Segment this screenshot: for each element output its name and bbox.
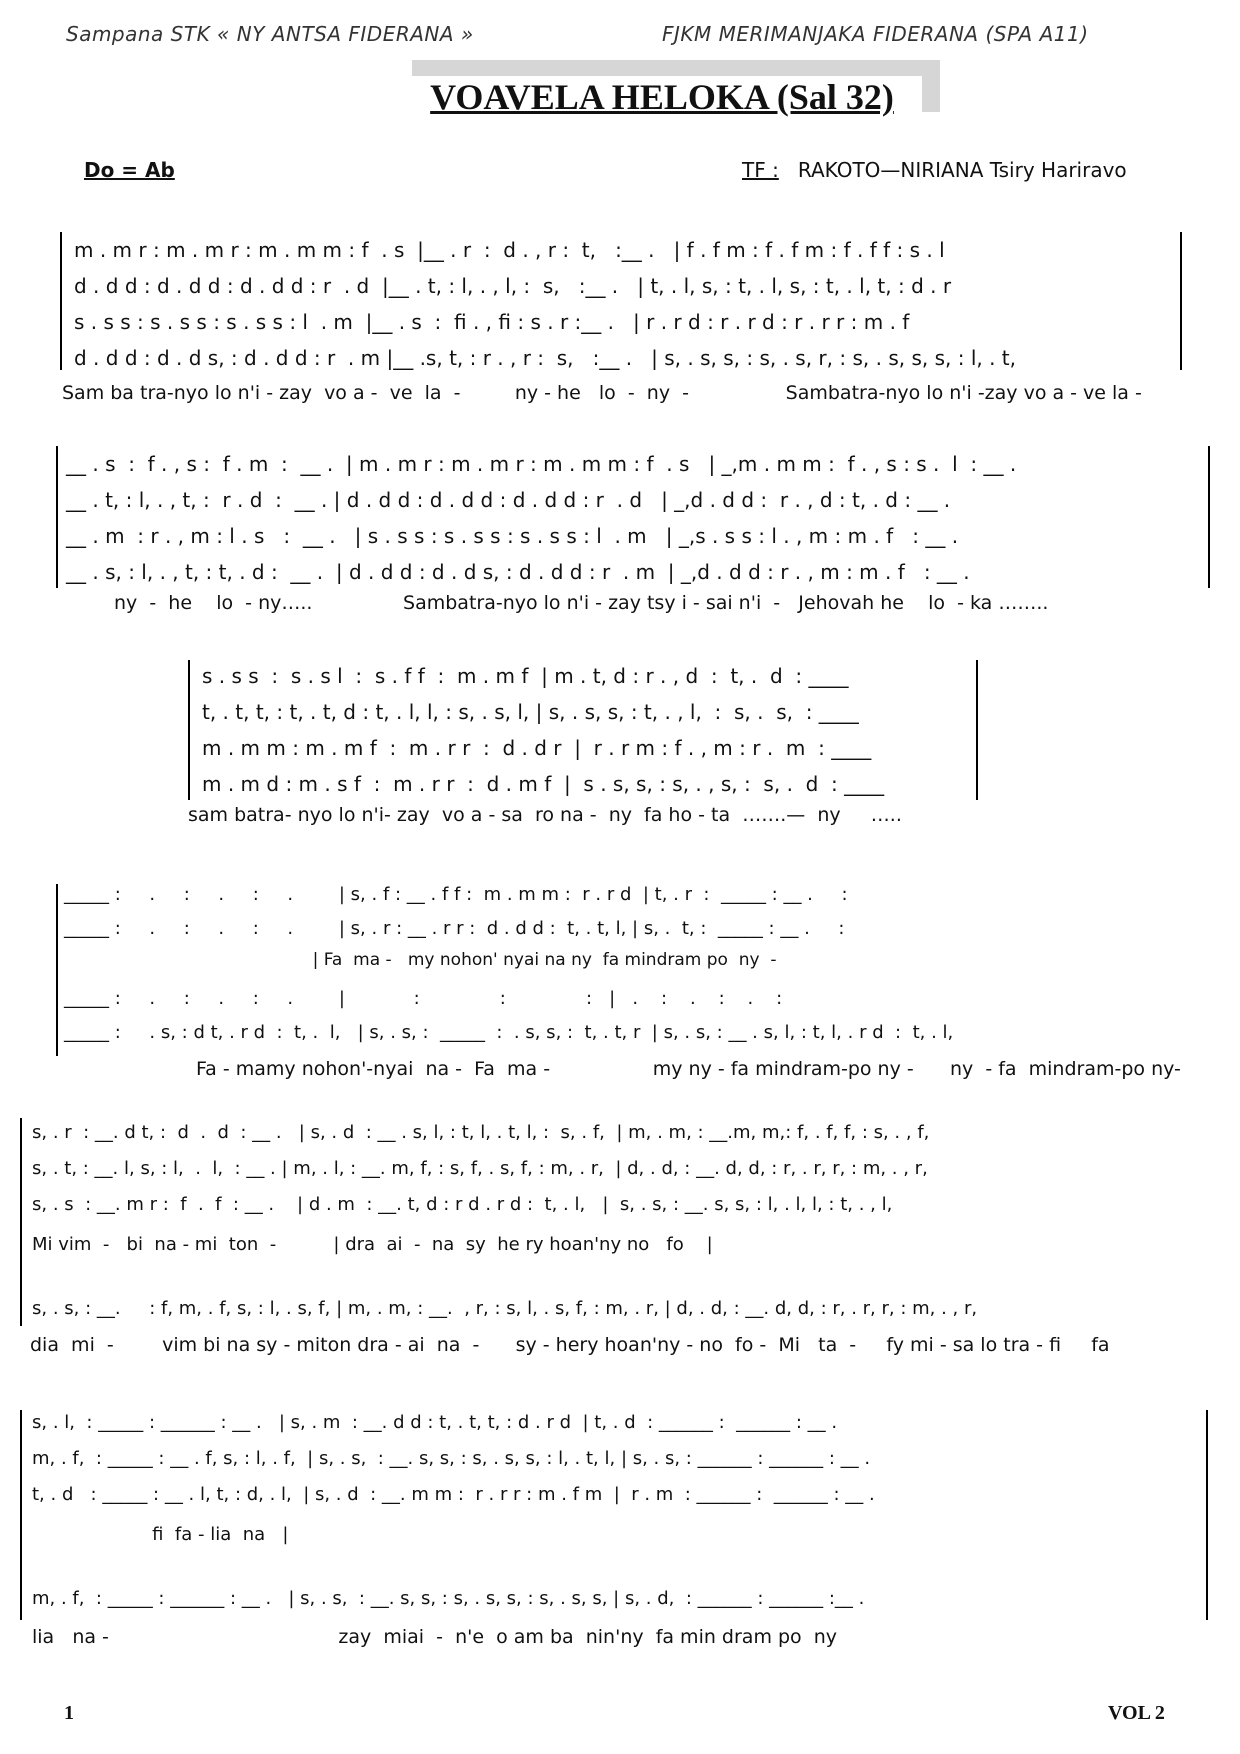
composer-name: RAKOTO—NIRIANA Tsiry Hariravo — [797, 158, 1127, 182]
system-4-soprano: _____ : . : . : . | s, . f : __ . f f : m . m m : r . r d | t, . r : _____ : __ . : — [64, 884, 848, 905]
system-6-bass: m, . f, : _____ : ______ : __ . | s, . s, : __. s, s, : s, . s, s, : s, . s, s, | s, . d, : ______ : ______ :__ . — [32, 1588, 865, 1609]
system-3-lyrics: sam batra- nyo lo n'i- zay vo a - sa ro na - ny fa ho - ta …….— ny ….. — [188, 804, 902, 826]
system-1-alto: d . d d : d . d d : d . d d : r . d |__ . t, : l, . , l, : s, :__ . | t, . l, s, : t, . l, s, : t, . l, t, : d . r — [74, 274, 952, 298]
system-5-tenor: s, . s : __. m r : f . f : __ . | d . m : __. t, d : r d . r d : t, . l, | s, . s, : __. s, s, : l, . l, l, : t, . , l, — [32, 1194, 893, 1215]
system-4-bass: _____ : . s, : d t, . r d : t, . l, | s, . s, : _____ : . s, s, : t, . t, r | s, . s, : __ . s, l, : t, l, . r d : t, . l, — [64, 1022, 954, 1043]
system-4-melody-words: | Fa ma - my nohon' nyai na ny fa mindram po ny - — [64, 950, 777, 970]
system-2-bar-left — [56, 446, 58, 588]
system-5-words: Mi vim - bi na - mi ton - | dra ai - na sy he ry hoan'ny no fo | — [32, 1234, 713, 1255]
system-2-soprano: __ . s : f . , s : f . m : __ . | m . m r : m . m r : m . m m : f . s | _,m . m m : f . , s : s . l : __ . — [66, 452, 1017, 476]
system-6-soprano: s, . l, : _____ : ______ : __ . | s, . m : __. d d : t, . t, t, : d . r d | t, . d : ______ : ______ : __ . — [32, 1412, 838, 1433]
system-2-alto: __ . t, : l, . , t, : r . d : __ . | d . d d : d . d d : d . d d : r . d | _,d . d d : r . , d : t, . d : __ . — [66, 488, 951, 512]
system-2-tenor: __ . m : r . , m : l . s : __ . | s . s s : s . s s : s . s s : l . m | _,s . s s : l . , m : m . f : __ . — [66, 524, 959, 548]
header-left: Sampana STK « NY ANTSA FIDERANA » — [66, 22, 474, 46]
system-2-bar-right — [1208, 446, 1210, 588]
system-5-soprano: s, . r : __. d t, : d . d : __ . | s, . d : __ . s, l, : t, l, . t, l, : s, . f, | m, . m, : __.m, m,: f, . f, f, : s, . , f, — [32, 1122, 930, 1143]
system-4-lyrics: Fa - mamy nohon'-nyai na - Fa ma - my ny - fa mindram-po ny - ny - fa mindram-po ny- — [196, 1058, 1181, 1080]
system-3-bar-right — [976, 660, 978, 800]
system-6-bar-left — [20, 1410, 22, 1620]
system-3-bass: m . m d : m . s f : m . r r : d . m f | s . s, s, : s, . , s, : s, . d : ____ — [202, 772, 885, 796]
system-4-bar-left — [56, 884, 58, 1056]
volume-label: VOL 2 — [1108, 1702, 1165, 1724]
system-3-bar-left — [188, 660, 190, 800]
system-2-bass: __ . s, : l, . , t, : t, . d : __ . | d . d d : d . d s, : d . d d : r . m | _,d . d d : r . , m : m . f : __ . — [66, 560, 970, 584]
composer-label: TF : — [742, 158, 779, 182]
system-1-bass: d . d d : d . d s, : d . d d : r . m |__ .s, t, : r . , r : s, :__ . | s, . s, s, : s, . s, r, : s, . s, s, s, : l, . t, — [74, 346, 1017, 370]
system-1-soprano: m . m r : m . m r : m . m m : f . s |__ . r : d . , r : t, :__ . | f . f m : f . f m : f . f f : s . l — [74, 238, 945, 262]
system-1-bar-left — [60, 232, 62, 370]
system-3-tenor: m . m m : m . m f : m . r r : d . d r | r . r m : f . , m : r . m : ____ — [202, 736, 872, 760]
system-5-bar-left — [20, 1118, 22, 1326]
system-2-lyrics: ny - he lo - ny….. Sambatra-nyo lo n'i - zay tsy i - sai n'i - Jehovah he lo - ka …….. — [114, 592, 1049, 614]
system-6-tenor: t, . d : _____ : __ . l, t, : d, . l, | s, . d : __. m m : r . r r : m . f m | r . m : ______ : ______ : __ . — [32, 1484, 875, 1505]
system-4-tenor: _____ : . : . : . | : : : | . : . : . : — [64, 988, 783, 1009]
system-5-bass: s, . s, : __. : f, m, . f, s, : l, . s, f, | m, . m, : __. , r, : s, l, . s, f, : m, . r, | d, . d, : __. d, d, : r, . r, r, : m, . , r, — [32, 1298, 978, 1319]
system-6-words: fi fa - lia na | — [32, 1524, 289, 1545]
page-title: VOAVELA HELOKA (Sal 32) — [402, 76, 922, 118]
system-5-lyrics: dia mi - vim bi na sy - miton dra - ai na - sy - hery hoan'ny - no fo - Mi ta - fy mi - sa lo tra - fi fa — [30, 1334, 1110, 1356]
system-1-tenor: s . s s : s . s s : s . s s : l . m |__ . s : fi . , fi : s . r :__ . | r . r d : r . r d : r . r r : m . f — [74, 310, 910, 334]
system-5-alto: s, . t, : __. l, s, : l, . l, : __ . | m, . l, : __. m, f, : s, f, . s, f, : m, . r, | d, . d, : __. d, d, : r, . r, r, : m, . , r, — [32, 1158, 928, 1179]
header-right: FJKM MERIMANJAKA FIDERANA (SPA A11) — [662, 22, 1089, 46]
system-3-alto: t, . t, t, : t, . t, d : t, . l, l, : s, . s, l, | s, . s, s, : t, . , l, : s, . s, : ____ — [202, 700, 859, 724]
system-6-bar-right — [1206, 1410, 1208, 1620]
system-1-bar-right — [1180, 232, 1182, 370]
page-number: 1 — [64, 1702, 74, 1724]
key-signature: Do = Ab — [84, 158, 175, 182]
system-4-alto: _____ : . : . : . | s, . r : __ . r r : d . d d : t, . t, l, | s, . t, : _____ : __ . : — [64, 918, 845, 939]
system-6-alto: m, . f, : _____ : __ . f, s, : l, . f, | s, . s, : __. s, s, : s, . s, s, : l, . t, l, | s, . s, : ______ : ______ : __ . — [32, 1448, 871, 1469]
system-3-soprano: s . s s : s . s l : s . f f : m . m f | m . t, d : r . , d : t, . d : ____ — [202, 664, 849, 688]
composer-line — [742, 158, 1127, 182]
system-1-lyrics: Sam ba tra-nyo lo n'i - zay vo a - ve la - ny - he lo - ny - Sambatra-nyo lo n'i -zay vo a - ve la - — [62, 382, 1142, 404]
system-6-lyrics: lia na - zay miai - n'e o am ba nin'ny fa min dram po ny — [32, 1626, 838, 1648]
